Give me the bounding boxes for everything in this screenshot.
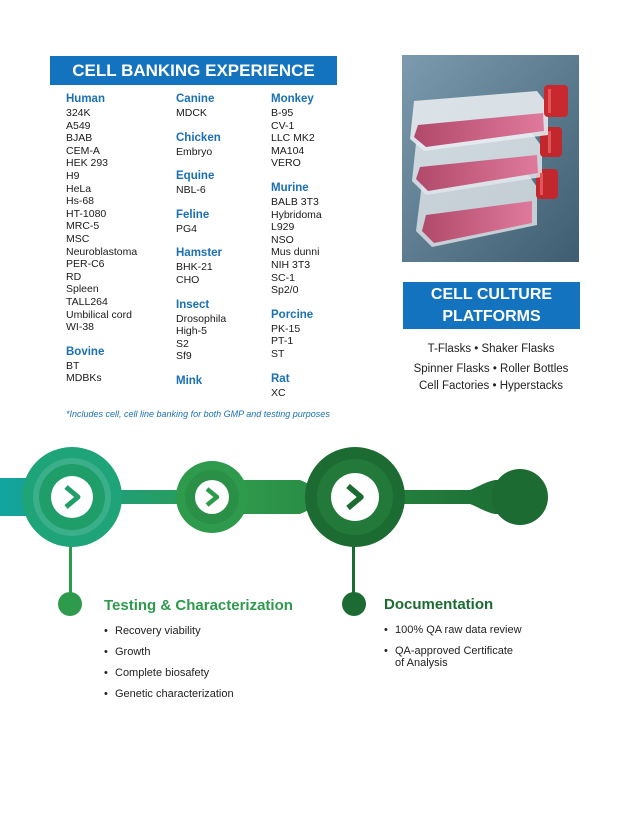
platforms-line-2: Spinner Flasks • Roller Bottles xyxy=(413,363,569,375)
cell-line-item: MA104 xyxy=(271,144,305,157)
cell-line-item: BJAB xyxy=(66,132,93,145)
cell-line-item: TALL264 xyxy=(66,295,108,308)
list-item xyxy=(384,645,522,669)
banking-category: Feline xyxy=(176,208,210,221)
banking-group xyxy=(271,308,322,361)
list-item: • Complete biosafety xyxy=(104,667,234,679)
testing-list xyxy=(104,625,234,700)
cell-line-item: 324K xyxy=(66,107,91,119)
banking-category: Monkey xyxy=(271,93,314,105)
cell-line-item: BALB 3T3 xyxy=(271,195,319,208)
banking-group xyxy=(66,92,137,334)
banking-group xyxy=(176,246,226,286)
banking-group xyxy=(271,372,322,400)
cell-line-item: S2 xyxy=(176,337,189,350)
testing-dot xyxy=(58,592,82,616)
documentation-dot xyxy=(342,592,366,616)
platforms-line-1: T-Flasks • Shaker Flasks xyxy=(427,343,555,355)
cell-line-item: Spleen xyxy=(66,283,99,296)
list-item: • 100% QA raw data review xyxy=(384,624,522,636)
cell-culture-platforms-title xyxy=(403,282,580,329)
banking-category: Chicken xyxy=(176,131,221,144)
cell-line-item: NIH 3T3 xyxy=(271,258,311,271)
cell-line-item: Hs-68 xyxy=(66,195,95,208)
cell-line-item: WI-38 xyxy=(66,321,95,334)
process-flow-graphic xyxy=(0,442,638,622)
list-item: • Genetic characterization xyxy=(104,688,234,700)
banking-category: Murine xyxy=(271,181,309,194)
platforms-title-line2: PLATFORMS xyxy=(442,308,541,325)
banking-category: Insect xyxy=(176,298,210,311)
banking-category: Rat xyxy=(271,372,290,385)
cell-line-item: Embryo xyxy=(176,145,213,158)
flow-node-3 xyxy=(305,447,405,547)
cell-line-item: H9 xyxy=(66,169,80,182)
banking-category: Human xyxy=(66,93,105,105)
platforms-line-3: Cell Factories • Hyperstacks xyxy=(419,380,563,392)
cell-line-item: L929 xyxy=(271,221,295,234)
cell-line-item: Sf9 xyxy=(176,350,192,363)
cell-line-item: Hybridoma xyxy=(271,208,322,221)
cell-line-item: B-95 xyxy=(271,107,294,119)
banking-column-1 xyxy=(66,92,137,396)
cell-banking-title: CELL BANKING EXPERIENCE xyxy=(50,56,337,85)
cell-line-item: CV-1 xyxy=(271,119,295,132)
cell-line-item: NBL-6 xyxy=(176,184,206,197)
cell-line-item: PG4 xyxy=(176,222,198,235)
banking-category: Mink xyxy=(176,374,203,387)
cell-line-item: SC-1 xyxy=(271,271,295,284)
cell-line-item: HT-1080 xyxy=(66,207,107,220)
banking-column-3 xyxy=(271,92,322,410)
cell-line-item: LLC MK2 xyxy=(271,132,315,145)
cell-line-item: ST xyxy=(271,347,285,360)
cell-line-item: CHO xyxy=(176,273,200,286)
list-item: • Growth xyxy=(104,646,234,658)
list-item: • Recovery viability xyxy=(104,625,234,637)
cell-line-item: Mus dunni xyxy=(271,246,320,259)
cell-line-item: RD xyxy=(66,270,82,283)
banking-footnote: *Includes cell, cell line banking for both GMP and testing purposes xyxy=(66,409,330,419)
banking-group xyxy=(271,92,322,170)
banking-group xyxy=(176,169,226,197)
cell-line-item: Umbilical cord xyxy=(66,308,132,321)
cell-line-item: MRC-5 xyxy=(66,220,100,233)
banking-category: Hamster xyxy=(176,247,223,260)
flow-node-1 xyxy=(22,447,122,547)
cell-line-item: HeLa xyxy=(66,182,92,195)
cell-line-item: MDCK xyxy=(176,107,207,119)
banking-category: Equine xyxy=(176,170,215,183)
cell-line-item: XC xyxy=(271,386,286,399)
cell-line-item: PER-C6 xyxy=(66,258,105,271)
banking-column-2 xyxy=(176,92,226,399)
cell-line-item: BHK-21 xyxy=(176,261,213,274)
banking-group xyxy=(66,345,137,385)
list-item-line: of Analysis xyxy=(395,657,448,669)
cell-line-item: HEK 293 xyxy=(66,157,109,170)
cell-line-item: Neuroblastoma xyxy=(66,245,138,258)
cell-line-item: CEM-A xyxy=(66,144,100,157)
banking-group xyxy=(176,208,226,236)
banking-group xyxy=(176,131,226,159)
banking-category: Bovine xyxy=(66,345,105,358)
cell-line-item: NSO xyxy=(271,233,294,246)
documentation-title: Documentation xyxy=(384,596,494,613)
cell-line-item: Sp2/0 xyxy=(271,284,299,297)
banking-group xyxy=(176,298,226,363)
banking-group xyxy=(176,374,226,388)
platforms-title-line1: CELL CULTURE xyxy=(430,286,553,303)
flasks-photo xyxy=(402,55,579,262)
flow-node-2 xyxy=(176,461,248,533)
testing-title: Testing & Characterization xyxy=(104,597,293,614)
cell-line-item: A549 xyxy=(66,119,91,132)
cell-line-item: PT-1 xyxy=(271,335,294,348)
banking-group xyxy=(271,181,322,297)
cell-line-item: BT xyxy=(66,359,80,372)
cell-line-item: MDBKs xyxy=(66,372,102,385)
cell-line-item: High-5 xyxy=(176,325,207,338)
list-item-line: • QA-approved Certificate xyxy=(395,645,513,657)
banking-group xyxy=(176,92,226,120)
banking-category: Canine xyxy=(176,93,215,105)
cell-line-item: Drosophila xyxy=(176,312,227,325)
cell-line-item: MSC xyxy=(66,232,90,245)
flow-end-node xyxy=(492,469,548,525)
documentation-list xyxy=(384,624,522,669)
banking-category: Porcine xyxy=(271,308,314,321)
cell-line-item: VERO xyxy=(271,157,301,170)
cell-line-item: PK-15 xyxy=(271,322,301,335)
